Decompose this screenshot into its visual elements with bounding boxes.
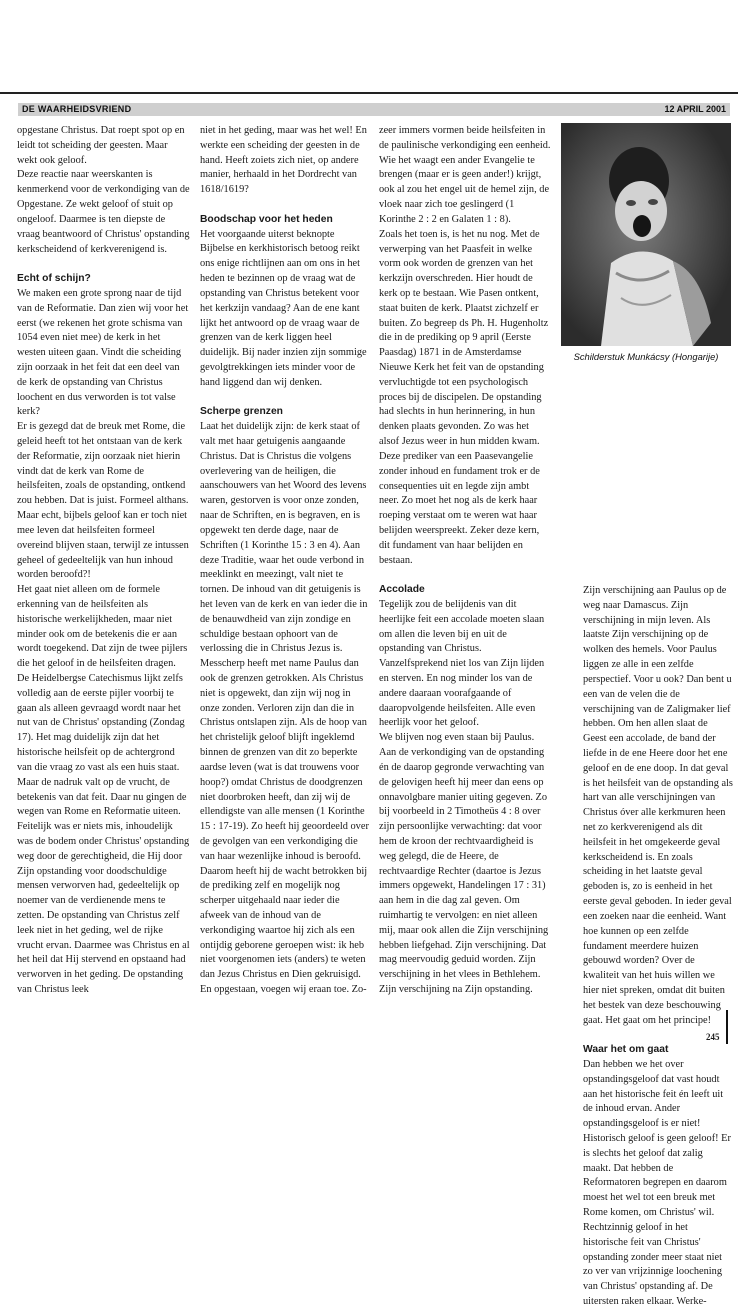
painting-figure-illustration — [561, 123, 731, 346]
article-paragraph: niet in het geding, maar was het wel! En werkte een scheiding der geesten in de hand. Heeft zoiets zich niet, op andere manier, herhaald in het Dordrecht van 1618/1619? — [200, 125, 367, 196]
page-number: 245 — [706, 1032, 720, 1042]
article-column-2 — [200, 124, 370, 998]
section-heading: Accolade — [379, 584, 425, 596]
article-paragraph: Zijn verschijning aan Paulus op de weg naar Damascus. Zijn verschijning in mijn leven. Als laatste Zijn verschijning op de wolken des hemels. Voor Paulus liggen ze alle in een zelfde perspectief. Voor u ook? Dan bent u een van de velen die de verschijning van de Zaligmaker lief hebben. Om hen allen slaat de Geest een accolade, de band der liefde in de ene Heere door het ene geloof en de ene doop. In dat geval is het heilsfeit van de opstanding als hart van alle verschijningen van Christus óver alle kerkmuren heen net zo kerkverenigend als dit heilsfeit in het omgekeerde geval kerkscheidend is. En zoals scheiding in het laatste geval geboden is, zo is eenheid in het eerste geval geboden. In ieder geval een zoeken naar die eenheid. Want hoe kunnen op een zelfde fundament meerdere huizen gebouwd worden? Over de kwaliteit van het huis willen we hier niet spreken, omdat dit buiten het bestek van deze beschouwing gaat. Het gaat om het principe! — [583, 585, 733, 1026]
article-column-3 — [379, 124, 551, 998]
header-rule — [0, 92, 738, 94]
masthead-logo: DE WAARHEIDSVRIEND — [22, 104, 132, 114]
article-column-1 — [17, 124, 190, 998]
article-paragraph: Tegelijk zou de belijdenis van dit heerlijke feit een accolade moeten slaan om allen die leven bij en uit de opstanding van Christus. Vanzelfsprekend niet los van Zijn lijden en sterven. En nog minder los van de andere daaraan voorafgaande of daaropvolgende heilsfeiten. Alle even heerlijk voor het geloof. — [379, 598, 545, 729]
article-paragraph: Het voorgaande uiterst beknopte Bijbelse en kerkhistorisch betoog reikt ons enige richtlijnen aan om ons in het heden te bezinnen op de vraag wat de opstanding van Christus betekent voor het kerkzijn vandaag? Aan de ene kant lijkt het antwoord op de vraag waar de grenzen van de kerk liggen heel duidelijk. Bij nader inzien zijn sommige gevolgtrekkingen iets minder voor de hand liggend dan wij denken. — [200, 228, 367, 388]
article-paragraph: Er is gezegd dat de breuk met Rome, die geleid heeft tot het ontstaan van de kerk der Reformatie, zijn oorzaak niet hierin vindt dat de kerk van Rome de heilsfeiten, zoals de opstanding, ontkend zou hebben. Dat is juist. Formeel althans. Maar echt, bijbels geloof kan er toch niet mee leven dat heilsfeiten formeel overeind blijven staan, terwijl ze intussen geheel of gedeeltelijk van hun inhoud worden beroofd?! — [17, 421, 189, 581]
article-paragraph: We blijven nog even staan bij Paulus. Aan de verkondiging van de opstanding én de daarop gegronde verwachting van de gelovigen heeft hij meer dan eens op onnavolgbare manier uiting gegeven. Zo bij voorbeeld in 2 Timotheüs 4 : 8 over zijn persoonlijke verwachting: dat voor hem de kroon der rechtvaardigheid is weg gelegd, die de Heere, de rechtvaardige Rechter (daartoe is Jezus immers opgewekt, Handelingen 17 : 31) aan hem in die dag zal geven. Om ruimhartig te vervolgen: en niet alleen mij, maar ook allen die Zijn verschijning hebben liefgehad. Zijn verschijning. Dat mag meervoudig geduid worden. Zijn verschijning in het vlees in Bethlehem. Zijn verschijning na Zijn opstanding. — [379, 732, 549, 996]
article-paragraph: We maken een grote sprong naar de tijd van de Reformatie. Dan zien wij voor het eerst (we rekenen het grote schisma van 1054 even niet mee) de kerk in het westen uiteen gaan. Vindt die scheiding zijn oorzaak in het feit dat een deel van de kerk de opstanding van Christus loochent en dus verworden is tot valse kerk? — [17, 287, 189, 418]
painting-image — [561, 123, 731, 346]
figure-caption: Schilderstuk Munkácsy (Hongarije) — [573, 351, 719, 362]
article-paragraph: Deze reactie naar weerskanten is kenmerkend voor de verkondiging van de Opgestane. Ze wekt geloof of stuit op ongeloof. Daarmee is ten diepste de vraag beantwoord of Christus' opstanding kerkscheidend of kerkverenigend is. — [17, 169, 190, 255]
article-paragraph: Laat het duidelijk zijn: de kerk staat of valt met haar getuigenis aangaande Christus. Dat is Christus die volgens overlevering van de heiligen, die aanschouwers van het Woord des levens waren, gestorven is voor onze zonden, naar de Schriften, en is begraven, en is opgewekt ten derde dage, naar de Schriften (1 Korinthe 15 : 3 en 4). Aan deze Traditie, waar het oude verbond in meeklinkt en meezingt, valt niet te tornen. De inhoud van dit getuigenis is het leven van de kerk en van ieder die in de benauwdheid van zijn zondige en schuldige bestaan ophoort van de verlossing die in Christus Jezus is. Messcherp heeft met name Paulus dan ook de grenzen getrokken. Als Christus niet is opgewekt, dan zijn wij nog in onze zonden. Verloren zijn dan die in Christus ontslapen zijn. Als de hoop van het christelijk geloof blijft ingeklemd binnen de grenzen van dit zo beperkte aardse leven (wat is dat trouwens voor hoop?) omdat Christus de doodgrenzen niet doorbroken heeft, dan zij wij de ellendigste van alle mensen (1 Korinthe 15 : 17-19). Zo heeft hij geoordeeld over de gevolgen van een verkondiging die van haar wezenlijke inhoud is beroofd. Daarom heeft hij de wacht betrokken bij de prediking zelf en mogelijk nog scherper uitgehaald naar ieder die afweek van de inhoud van de verkondiging waartoe hij zich als een ontijdig geborene geroepen wist: ik heb niet voorgenomen iets (anders) te weten dan Jezus Christus en Dien gekruisigd. En opgestaan, voegen wij eraan toe. Zo- — [200, 421, 369, 996]
article-paragraph: opgestane Christus. Dat roept spot op en leidt tot scheiding der geesten. Maar wekt ook geloof. — [17, 125, 185, 166]
section-heading: Boodschap voor het heden — [200, 213, 333, 225]
article-paragraph: Dan hebben we het over opstandingsgeloof dat vast houdt aan het historische feit én leeft uit de inhoud ervan. Ander opstandingsgeloof is er niet! Historisch geloof is geen geloof! Er is slechts het geloof dat zalig maakt. Dat hebben de Reformatoren begrepen en daarom moest het wel tot een breuk met Rome komen, om Christus' wil. Rechtzinnig geloof in het historische feit van Christus' opstanding zonder meer staat niet zo ver van vrijzinnige loochening van Christus' opstanding af. De uitersten raken elkaar. Werke- — [583, 1058, 731, 1307]
section-heading: Echt of schijn? — [17, 273, 91, 285]
issue-date: 12 APRIL 2001 — [664, 104, 726, 114]
corner-crop-mark — [726, 1010, 728, 1044]
article-paragraph: zeer immers vormen beide heilsfeiten in de paulinische verkondiging een eenheid. Wie het waagt een ander Evangelie te brengen (maar er is geen ander!) krijgt, ook al zou het engel uit de hemel zijn, de vloek naar zich toe geslingerd (1 Korinthe 2 : 2 en Galaten 1 : 8). — [379, 125, 551, 225]
article-column-4 — [583, 584, 733, 1310]
running-header — [18, 103, 730, 116]
section-heading: Waar het om gaat — [583, 1044, 669, 1056]
article-paragraph: Zoals het toen is, is het nu nog. Met de verwerping van het Paasfeit in welke vorm ook worden de grenzen van het kerkzijn overschreden. Hier houdt de kerk op te bestaan. Wie Pasen ontkent, staat buiten de kerk. Plaatst zichzelf er buiten. Zo begreep ds Ph. H. Hugenholtz die in de prediking op 9 april (Eerste Paasdag) 1871 in de Amsterdamse Nieuwe Kerk het feit van de opstanding vervluchtigde tot een psychologisch proces bij de discipelen. De opstanding had slechts in hun herinnering, in hun denken plaats gevonden. Zo was het alsof Jezus weer in hun midden kwam. Deze prediker van een Paasevangelie zonder inhoud en fundament trok er de consequenties uit en legde zijn ambt neer. Zo moet het nog als de kerk haar roeping verstaat om te weren wat haar belijden weerspreekt. Zeker deze kern, dit fundament van haar belijden en bestaan. — [379, 228, 549, 566]
section-heading: Scherpe grenzen — [200, 406, 283, 418]
article-paragraph: Het gaat niet alleen om de formele erkenning van de heilsfeiten als historische werkelijkheden, maar niet minder ook om de betekenis die er aan wordt toegekend. Dat zijn de twee pijlers die het geloof in de heilsfeiten dragen. De Heidelbergse Catechismus lijkt zelfs volledig aan de eerste pijler voorbij te gaan als alleen gevraagd wordt naar het nut van de Christus' opstanding (Zondag 17). Het mag duidelijk zijn dat het historische heilsfeit op de achtergrond van die vraag zo vast als een huis staat. Maar de nadruk valt op de vrucht, de betekenis van dat feit. Daar nu gingen de wegen van Rome en Reformatie uiteen. Feitelijk was er niets mis, inhoudelijk was de bodem onder Christus' opstanding weg door de gerechtigheid, die Hij door Zijn opstanding voor doodschuldige mensen verworven had, gedeeltelijk op noemer van de verdienende mens te zetten. De opstanding van Christus zelf leek niet in het geding, wel de rijke vrucht ervan. Daarmee was Christus en al het heil dat Hij stervend en opstaand had verworven in het geding. De opstanding van Christus leek — [17, 584, 190, 996]
